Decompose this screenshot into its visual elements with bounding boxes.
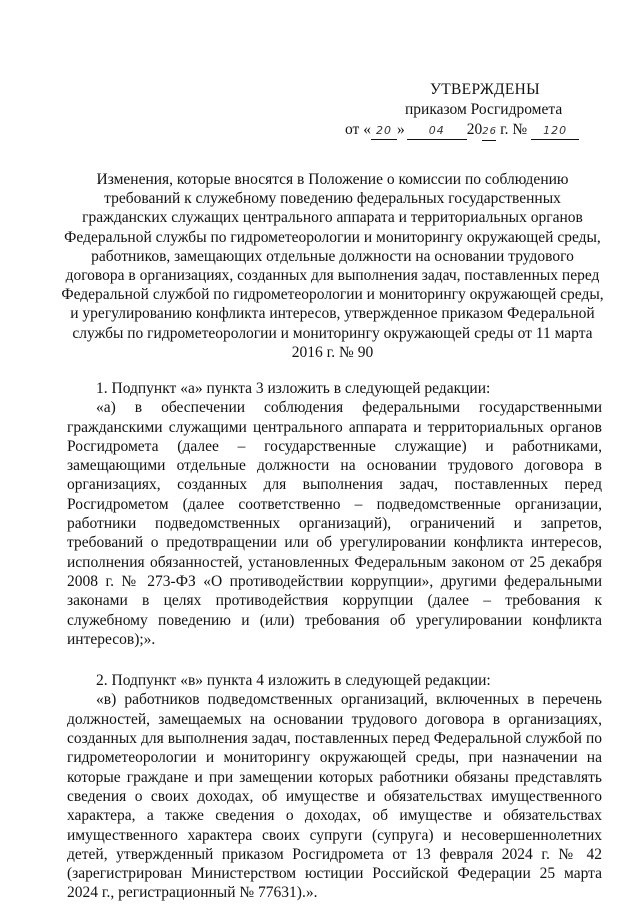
- item-2-intro: 2. Подпункт «в» пункта 4 изложить в следующей редакции:: [96, 672, 491, 690]
- approval-block: [345, 80, 605, 141]
- date-prefix: от «: [345, 121, 371, 138]
- year-prefix: 20: [466, 121, 483, 138]
- date-close-quote: »: [396, 121, 405, 138]
- item-1-text: «а) в обеспечении соблюдения федеральными государственными гражданскими служащими центрального аппарата и территориальных органов Росгидромета (далее – государственные служащие) и работниками, замещающими отдельные должности на основании трудового договора в организациях, созданных для выполнения задач, поставленных перед Росгидрометом (далее соответственно – подведомственные организации, работники подведомственных организаций), ограничений и запретов, требований о предотвращении или об урегулировании конфликта интересов, исполнения обязанностей, установленных Федеральным законом от 25 декабря 2008 г. № 273-ФЗ «О противодействии коррупции», другими федеральными законами в целях противодействия коррупции (далее – требования к служебному поведению и (или) требования об урегулировании конфликта интересов);».: [67, 399, 602, 648]
- document-title: Изменения, которые вносятся в Положение о комиссии по соблюдению требований к служебному поведению федеральных государственных гражданских служащих центрального аппарата и территориальных органов Федеральной службы по гидрометеорологии и мониторингу окружающей среды, работников, замещающих отдельные должности на основании трудового договора в организациях, созданных для выполнения задач, поставленных перед Федеральной службой по гидрометеорологии и мониторингу окружающей среды, и урегулированию конфликта интересов, утвержденное приказом Федеральной службы по гидрометеорологии и мониторингу окружающей среды от 11 марта 2016 г. № 90: [61, 171, 604, 361]
- item-2-text: «в) работников подведомственных организаций, включенных в перечень должностей, замещаемых на основании трудового договора в организациях, созданных для выполнения задач, поставленных перед Федеральной службой по гидрометеорологии и мониторингу окружающей среды, при назначении на которые граждане и при замещении которых работники обязаны представлять сведения о своих доходах, об имуществе и обязательствах имущественного характера, а также сведения о доходах, об имуществе и обязательствах имущественного характера своих супруги (супруга) и несовершеннолетних детей, утвержденный приказом Росгидромета от 13 февраля 2024 г. № 42 (зарегистрирован Министерством юстиции Российской Федерации 25 марта 2024 г., регистрационный № 77631).».: [67, 691, 602, 902]
- approval-date-line: [345, 120, 605, 141]
- handwritten-day: 20: [371, 123, 397, 140]
- item-1-intro: 1. Подпункт «а» пункта 3 изложить в следующей редакции:: [96, 380, 491, 397]
- document-body: [67, 379, 602, 903]
- approval-title: УТВЕРЖДЕНЫ: [430, 81, 540, 98]
- handwritten-number: 120: [531, 123, 579, 140]
- handwritten-month: 04: [407, 123, 467, 140]
- handwritten-year: 26: [482, 124, 496, 141]
- approval-order-line: приказом Росгидромета: [405, 101, 563, 118]
- number-prefix: г. №: [496, 121, 528, 138]
